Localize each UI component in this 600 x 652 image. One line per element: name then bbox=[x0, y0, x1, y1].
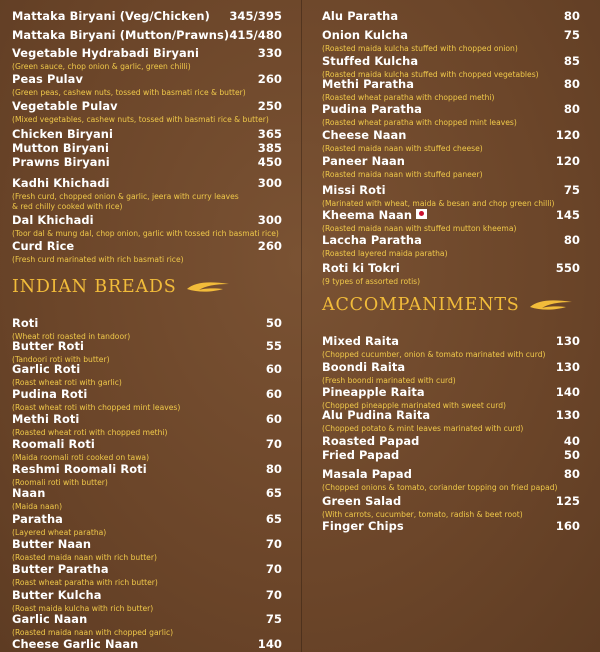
menu-item-name: Paratha bbox=[12, 512, 63, 526]
menu-item-name: Kadhi Khichadi bbox=[12, 176, 110, 190]
menu-item-price: 80 bbox=[563, 467, 580, 481]
menu-item-row bbox=[322, 356, 580, 375]
menu-item-name-wrap bbox=[12, 312, 38, 331]
menu-item-price: 330 bbox=[257, 46, 282, 60]
menu-item-name-wrap bbox=[12, 335, 84, 354]
menu-item-price: 75 bbox=[563, 183, 580, 197]
menu-item-price: 300 bbox=[257, 213, 282, 227]
menu-item-price: 55 bbox=[265, 339, 282, 353]
menu-item-row bbox=[12, 312, 282, 331]
menu-item-name: Roomali Roti bbox=[12, 437, 95, 451]
menu-item-price: 260 bbox=[257, 239, 282, 253]
menu-item bbox=[322, 257, 580, 286]
menu-item-name: Curd Rice bbox=[12, 239, 75, 253]
column-divider bbox=[301, 0, 302, 652]
menu-item-row bbox=[322, 257, 580, 276]
menu-item-name: Vegetable Pulav bbox=[12, 99, 118, 113]
menu-item-name-wrap bbox=[322, 330, 399, 349]
menu-item-name-wrap bbox=[322, 515, 404, 534]
menu-item-name-wrap bbox=[12, 235, 74, 254]
menu-item-name: Butter Paratha bbox=[12, 562, 109, 576]
menu-item-row bbox=[322, 444, 580, 463]
section-heading-text: INDIAN BREADS bbox=[12, 277, 177, 297]
menu-item-row bbox=[12, 608, 282, 627]
menu-item bbox=[322, 515, 580, 534]
menu-item-name: Kheema Naan bbox=[322, 208, 413, 222]
menu-item-name-wrap bbox=[12, 24, 229, 43]
menu-item-name: Mutton Biryani bbox=[12, 141, 109, 155]
menu-item-name: Mattaka Biryani (Veg/Chicken) bbox=[12, 9, 210, 23]
menu-item-name: Methi Roti bbox=[12, 412, 80, 426]
menu-item bbox=[322, 463, 580, 492]
menu-item bbox=[12, 558, 282, 587]
menu-item-description: (Roasted maida naan with stuffed cheese) bbox=[322, 144, 483, 153]
menu-item-name: Boondi Raita bbox=[322, 360, 406, 374]
menu-item-description: (Roast maida kulcha with rich butter) bbox=[12, 604, 154, 613]
menu-item-description: (Roasted maida kulcha stuffed with chopped onion) bbox=[322, 44, 518, 53]
menu-item-description: (Mixed vegetables, cashew nuts, tossed with basmati rice & butter) bbox=[12, 115, 269, 124]
menu-item-price: 70 bbox=[265, 537, 282, 551]
menu-item-price: 65 bbox=[265, 512, 282, 526]
ornament-swirl-icon bbox=[528, 298, 574, 312]
menu-item-description: (Wheat roti roasted in tandoor) bbox=[12, 332, 131, 341]
menu-item-row bbox=[12, 68, 282, 87]
menu-item-name: Finger Chips bbox=[322, 519, 404, 533]
menu-item-row bbox=[322, 50, 580, 69]
menu-item-name-wrap bbox=[12, 383, 87, 402]
menu-item bbox=[12, 95, 282, 124]
menu-item-name: Peas Pulav bbox=[12, 72, 83, 86]
menu-item-price: 120 bbox=[555, 154, 580, 168]
menu-item-name: Cheese Naan bbox=[322, 128, 407, 142]
menu-item-price: 160 bbox=[555, 519, 580, 533]
menu-item-name-wrap bbox=[12, 482, 45, 501]
menu-item-price: 300 bbox=[257, 176, 282, 190]
menu-item-name: Alu Paratha bbox=[322, 9, 399, 23]
menu-item-price: 40 bbox=[563, 434, 580, 448]
menu-item-description-continued: & red chilly cooked with rice) bbox=[12, 202, 123, 211]
menu-item-name-wrap bbox=[12, 584, 101, 603]
menu-item-description: (Green sauce, chop onion & garlic, green chilli) bbox=[12, 62, 191, 71]
menu-item bbox=[322, 124, 580, 153]
menu-item-price: 140 bbox=[257, 637, 282, 651]
menu-item-description: (With carrots, cucumber, tomato, radish & beet root) bbox=[322, 510, 523, 519]
menu-item-name: Fried Papad bbox=[322, 448, 400, 462]
menu-item-row bbox=[12, 558, 282, 577]
section-heading bbox=[322, 295, 574, 315]
menu-item-price: 80 bbox=[563, 9, 580, 23]
menu-item bbox=[12, 151, 282, 170]
menu-item-price: 120 bbox=[555, 128, 580, 142]
menu-item-description: (Chopped cucumber, onion & tomato marinated with curd) bbox=[322, 350, 546, 359]
right-column bbox=[322, 0, 580, 652]
menu-item-row bbox=[322, 404, 580, 423]
menu-item-row bbox=[322, 24, 580, 43]
menu-item-row bbox=[12, 358, 282, 377]
menu-item-row bbox=[12, 335, 282, 354]
menu-item-name-wrap bbox=[322, 404, 430, 423]
menu-item-name: Pineapple Raita bbox=[322, 385, 425, 399]
menu-item bbox=[322, 150, 580, 179]
menu-item-row bbox=[322, 150, 580, 169]
menu-item bbox=[12, 172, 282, 211]
menu-item-description: (Roasted maida kulcha stuffed with chopped vegetables) bbox=[322, 70, 539, 79]
menu-item-name-wrap bbox=[322, 356, 405, 375]
menu-item-name-wrap bbox=[322, 73, 414, 92]
menu-item-description: (Roast wheat roti with garlic) bbox=[12, 378, 122, 387]
menu-item-description: (Layered wheat paratha) bbox=[12, 528, 107, 537]
menu-item-name: Pudina Roti bbox=[12, 387, 88, 401]
menu-item-row bbox=[12, 24, 282, 43]
menu-item-row bbox=[12, 5, 282, 24]
menu-item-description: (Roasted wheat paratha with chopped mint leaves) bbox=[322, 118, 517, 127]
menu-item-name: Garlic Roti bbox=[12, 362, 81, 376]
menu-item-name-wrap bbox=[322, 50, 418, 69]
menu-item-row bbox=[12, 533, 282, 552]
menu-item-price: 60 bbox=[265, 387, 282, 401]
menu-item-price: 125 bbox=[555, 494, 580, 508]
menu-item-row bbox=[322, 179, 580, 198]
menu-item-name-wrap bbox=[12, 68, 83, 87]
menu-item-description: (Roasted wheat roti with chopped methi) bbox=[12, 428, 168, 437]
menu-item-price: 50 bbox=[563, 448, 580, 462]
menu-item-name-wrap bbox=[322, 490, 401, 509]
menu-item-row bbox=[322, 490, 580, 509]
section-heading bbox=[12, 277, 231, 297]
non-veg-icon bbox=[416, 209, 427, 219]
menu-item-price: 145 bbox=[555, 208, 580, 222]
menu-item-price: 65 bbox=[265, 486, 282, 500]
menu-item-row bbox=[322, 330, 580, 349]
menu-item-name: Roti bbox=[12, 316, 39, 330]
menu-item-description: (Marinated with wheat, maida & besan and chop green chilli) bbox=[322, 199, 555, 208]
menu-item-name: Butter Roti bbox=[12, 339, 85, 353]
menu-item-name-wrap bbox=[322, 24, 408, 43]
menu-item-name: Dal Khichadi bbox=[12, 213, 94, 227]
menu-item bbox=[322, 330, 580, 359]
menu-item-row bbox=[322, 463, 580, 482]
menu-item-name: Cheese Garlic Naan bbox=[12, 637, 139, 651]
menu-item-name-wrap bbox=[12, 5, 210, 24]
menu-item bbox=[322, 98, 580, 127]
menu-item-price: 80 bbox=[563, 233, 580, 247]
menu-item-row bbox=[12, 482, 282, 501]
menu-item-price: 80 bbox=[563, 102, 580, 116]
menu-item-name-wrap bbox=[12, 633, 138, 652]
menu-item-name: Laccha Paratha bbox=[322, 233, 422, 247]
menu-item-price: 70 bbox=[265, 588, 282, 602]
menu-item-name: Vegetable Hydrabadi Biryani bbox=[12, 46, 199, 60]
menu-item-row bbox=[12, 584, 282, 603]
menu-item-name: Mixed Raita bbox=[322, 334, 400, 348]
menu-item-description: (Roasted maida naan with stuffed mutton kheema) bbox=[322, 224, 517, 233]
menu-item-row bbox=[322, 98, 580, 117]
menu-item-name: Masala Papad bbox=[322, 467, 412, 481]
menu-item-name-wrap bbox=[322, 5, 398, 24]
menu-item bbox=[322, 229, 580, 258]
menu-item bbox=[322, 5, 580, 24]
menu-item-name-wrap bbox=[322, 98, 422, 117]
menu-item-description: (Chopped onions & tomato, coriander topping on fried papad) bbox=[322, 483, 558, 492]
menu-item-description: (Tandoori roti with butter) bbox=[12, 355, 110, 364]
menu-item-row bbox=[12, 408, 282, 427]
menu-item-price: 85 bbox=[563, 54, 580, 68]
menu-item-row bbox=[322, 204, 580, 223]
menu-item-row bbox=[322, 229, 580, 248]
menu-item-price: 75 bbox=[265, 612, 282, 626]
menu-item-name-wrap bbox=[12, 151, 110, 170]
menu-item-name: Prawns Biryani bbox=[12, 155, 110, 169]
menu-item-name: Chicken Biryani bbox=[12, 127, 114, 141]
menu-item-row bbox=[322, 381, 580, 400]
menu-item-name-wrap bbox=[12, 95, 118, 114]
menu-item-description: (Roasted wheat paratha with chopped methi) bbox=[322, 93, 495, 102]
menu-item-price: 140 bbox=[555, 385, 580, 399]
menu-item-name: Pudina Paratha bbox=[322, 102, 422, 116]
menu-item-name-wrap bbox=[322, 124, 407, 143]
menu-item bbox=[12, 633, 282, 652]
menu-item-name: Reshmi Roomali Roti bbox=[12, 462, 147, 476]
ornament-swirl-icon bbox=[185, 280, 231, 294]
menu-item-name-wrap bbox=[12, 458, 147, 477]
menu-item-name: Butter Naan bbox=[12, 537, 92, 551]
menu-item-name: Green Salad bbox=[322, 494, 402, 508]
menu-item-name: Roasted Papad bbox=[322, 434, 420, 448]
menu-item-row bbox=[12, 151, 282, 170]
menu-item bbox=[12, 235, 282, 264]
menu-item-price: 70 bbox=[265, 437, 282, 451]
menu-item-price: 130 bbox=[555, 360, 580, 374]
menu-item-name-wrap bbox=[12, 358, 80, 377]
menu-item-row bbox=[12, 433, 282, 452]
menu-item-price: 60 bbox=[265, 412, 282, 426]
menu-item-price: 80 bbox=[265, 462, 282, 476]
menu-item-description: (Fresh curd marinated with rich basmati rice) bbox=[12, 255, 184, 264]
menu-item-price: 60 bbox=[265, 362, 282, 376]
menu-item-price: 130 bbox=[555, 408, 580, 422]
menu-item-name: Paneer Naan bbox=[322, 154, 405, 168]
menu-item-price: 250 bbox=[257, 99, 282, 113]
menu-item-description: (Chopped pineapple marinated with sweet curd) bbox=[322, 401, 506, 410]
menu-item-description: (Roast wheat paratha with rich butter) bbox=[12, 578, 158, 587]
menu-item-price: 50 bbox=[265, 316, 282, 330]
menu-item-row bbox=[12, 508, 282, 527]
menu-item-name-wrap bbox=[12, 533, 91, 552]
menu-item-row bbox=[322, 73, 580, 92]
menu-item-price: 415/480 bbox=[229, 28, 282, 42]
menu-item-name-wrap bbox=[322, 257, 400, 276]
menu-item-row bbox=[12, 42, 282, 61]
menu-item bbox=[12, 482, 282, 511]
menu-item-price: 80 bbox=[563, 77, 580, 91]
menu-item-name-wrap bbox=[322, 229, 422, 248]
menu-item bbox=[12, 68, 282, 97]
menu-item-name-wrap bbox=[322, 463, 412, 482]
menu-item-description: (Roasted maida naan with rich butter) bbox=[12, 553, 157, 562]
menu-item-name-wrap bbox=[322, 150, 405, 169]
menu-item-price: 345/395 bbox=[229, 9, 282, 23]
menu-item bbox=[322, 24, 580, 53]
menu-item-name-wrap bbox=[322, 204, 427, 223]
menu-item bbox=[12, 209, 282, 238]
menu-item-description: (Toor dal & mung dal, chop onion, garlic with tossed rich basmati rice) bbox=[12, 229, 279, 238]
menu-item-description: (Roasted layered maida paratha) bbox=[322, 249, 448, 258]
menu-item-price: 365 bbox=[257, 127, 282, 141]
menu-item-name: Naan bbox=[12, 486, 46, 500]
menu-item-price: 260 bbox=[257, 72, 282, 86]
menu-item-row bbox=[322, 5, 580, 24]
menu-item-name: Butter Kulcha bbox=[12, 588, 102, 602]
menu-item-name-wrap bbox=[12, 433, 95, 452]
menu-item bbox=[12, 24, 282, 43]
menu-item-row bbox=[12, 209, 282, 228]
menu-item bbox=[322, 444, 580, 463]
menu-item-name-wrap bbox=[12, 42, 199, 61]
menu-item-description: (9 types of assorted rotis) bbox=[322, 277, 421, 286]
menu-item-row bbox=[12, 383, 282, 402]
menu-item-name-wrap bbox=[12, 209, 94, 228]
menu-item-name-wrap bbox=[322, 444, 399, 463]
menu-item-row bbox=[12, 235, 282, 254]
menu-item bbox=[322, 404, 580, 433]
left-column bbox=[12, 0, 282, 652]
menu-item-name: Methi Paratha bbox=[322, 77, 415, 91]
menu-item-description: (Green peas, cashew nuts, tossed with basmati rice & butter) bbox=[12, 88, 246, 97]
menu-item-description: (Fresh curd, chopped onion & garlic, jeera with curry leaves bbox=[12, 192, 239, 201]
menu-item bbox=[12, 42, 282, 71]
menu-item-row bbox=[12, 458, 282, 477]
menu-item-description: (Maida naan) bbox=[12, 502, 63, 511]
section-heading-text: ACCOMPANIMENTS bbox=[322, 295, 520, 315]
menu-item-name: Onion Kulcha bbox=[322, 28, 408, 42]
menu-item-name: Mattaka Biryani (Mutton/Prawns) bbox=[12, 28, 230, 42]
menu-item-description: (Roasted maida naan with stuffed paneer) bbox=[322, 170, 483, 179]
menu-item-description: (Roasted maida naan with chopped garlic) bbox=[12, 628, 174, 637]
menu-item-price: 450 bbox=[257, 155, 282, 169]
menu-item-price: 550 bbox=[555, 261, 580, 275]
menu-item-name: Garlic Naan bbox=[12, 612, 88, 626]
menu-item-row bbox=[12, 172, 282, 191]
menu-item-description: (Chopped potato & mint leaves marinated with curd) bbox=[322, 424, 524, 433]
menu-item-name: Alu Pudina Raita bbox=[322, 408, 431, 422]
menu-item-price: 75 bbox=[563, 28, 580, 42]
menu-item-row bbox=[12, 95, 282, 114]
menu-item-name-wrap bbox=[12, 558, 109, 577]
menu-item-name: Missi Roti bbox=[322, 183, 386, 197]
menu-item-name-wrap bbox=[322, 179, 386, 198]
menu-item-name-wrap bbox=[12, 172, 110, 191]
menu-item-price: 130 bbox=[555, 334, 580, 348]
menu-item-row bbox=[322, 124, 580, 143]
menu-item-name: Stuffed Kulcha bbox=[322, 54, 419, 68]
menu-item-name-wrap bbox=[322, 381, 425, 400]
menu-item-description: (Fresh boondi marinated with curd) bbox=[322, 376, 456, 385]
menu-item-price: 70 bbox=[265, 562, 282, 576]
menu-item-description: (Roomali roti with butter) bbox=[12, 478, 108, 487]
menu-item-row bbox=[12, 633, 282, 652]
menu-item-name-wrap bbox=[12, 408, 79, 427]
menu-item-description: (Roast wheat roti with chopped mint leaves) bbox=[12, 403, 181, 412]
menu-item-row bbox=[322, 515, 580, 534]
menu-item-name: Roti ki Tokri bbox=[322, 261, 400, 275]
menu-item-name-wrap bbox=[12, 508, 63, 527]
menu-item-price: 385 bbox=[257, 141, 282, 155]
menu-item-description: (Maida roomali roti cooked on tawa) bbox=[12, 453, 150, 462]
menu-item bbox=[12, 5, 282, 24]
menu-item-name-wrap bbox=[12, 608, 87, 627]
